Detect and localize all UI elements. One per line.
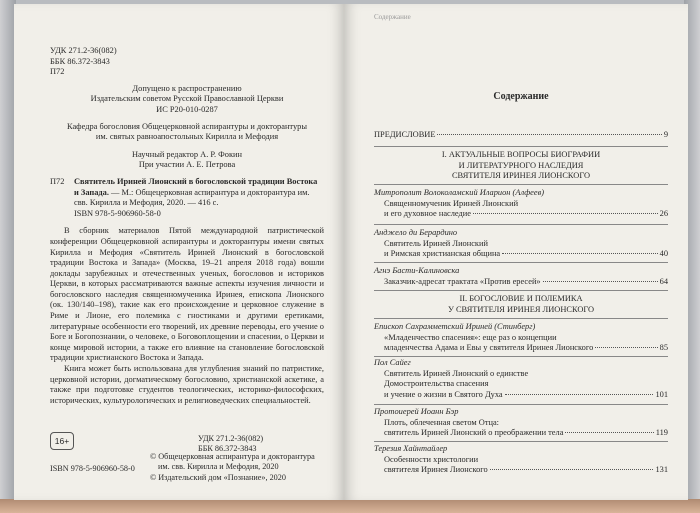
book-title: Святитель Ириней Лионский в богословской традиции Востока и Запада. <box>74 176 318 197</box>
toc-page-number: 101 <box>655 389 668 399</box>
toc-page-number: 26 <box>659 209 668 219</box>
toc-page-number: 119 <box>655 428 668 438</box>
section-heading-line: I. АКТУАЛЬНЫЕ ВОПРОСЫ БИОГРАФИИ <box>441 150 601 159</box>
toc-item[interactable] <box>374 444 668 476</box>
divider <box>374 184 668 185</box>
imprint-block <box>50 46 324 406</box>
abstract-paragraph-2: Книга может быть использована для углубления знаний по патристике, церковной истории, догматическому богословию, христианской аскетике, а также при подготовке студентов теологических, историко-философских, исторических, культурологических и религиоведческих специальностей. <box>50 364 324 405</box>
department-line: Кафедра богословия Общецерковной аспирантуры и докторантуры <box>66 121 307 131</box>
toc-section-2 <box>374 294 668 315</box>
toc-author: Митрополит Волоколамский Иларион (Алфеев) <box>374 188 545 197</box>
toc-item-title: Святитель Ириней Лионский <box>384 238 488 248</box>
toc-item[interactable] <box>374 358 668 400</box>
permit-line: ИС Р20-010-0287 <box>156 104 218 114</box>
toc-item[interactable] <box>374 188 668 220</box>
toc-title: Содержание <box>493 91 549 102</box>
toc-item-title: святителя Иринея Лионского <box>384 465 488 475</box>
toc-item[interactable] <box>374 322 668 354</box>
toc-item-title: и его духовное наследие <box>384 209 472 219</box>
department-line: им. святых равноапостольных Кирилла и Мефодия <box>95 132 279 142</box>
entry-details: — М.: Общецерковная аспирантура и докторантура им. свв. Кирилла и Мефодия, 2020. — 416 с. <box>74 187 310 208</box>
divider <box>374 356 668 357</box>
permit-line: Допущено к распространению <box>132 83 242 93</box>
author-mark: П72 <box>50 67 65 77</box>
divider <box>374 146 668 147</box>
assistant-credit: При участии А. Е. Петрова <box>138 160 236 170</box>
entry-isbn: ISBN 978-5-906960-58-0 <box>74 208 161 218</box>
section-heading-line: У СВЯТИТЕЛЯ ИРИНЕЯ ЛИОНСКОГО <box>447 304 595 314</box>
divider <box>374 404 668 405</box>
toc-author: Агнэ Басти-Калиновска <box>374 266 460 275</box>
toc-author: Терезия Хайнтайлер <box>374 444 448 453</box>
toc-author: Пол Сайег <box>374 358 411 367</box>
toc-preface[interactable] <box>374 130 668 141</box>
divider <box>374 262 668 263</box>
toc-page-number: 85 <box>659 343 668 353</box>
footer-isbn: ISBN 978-5-906960-58-0 <box>50 464 135 473</box>
toc-author: Анджело ди Берардино <box>374 228 458 237</box>
toc-page-number: 40 <box>659 249 668 259</box>
entry-code: П72 <box>50 176 65 186</box>
toc-preface-label: ПРЕДИСЛОВИЕ <box>374 130 436 139</box>
toc-item-title: Плоть, облеченная светом Отца: <box>384 417 499 427</box>
toc-author: Протоиерей Иоанн Бэр <box>374 407 459 416</box>
divider <box>374 441 668 442</box>
section-heading-line: II. БОГОСЛОВИЕ И ПОЛЕМИКА <box>459 294 583 303</box>
toc-page-number: 64 <box>659 276 668 286</box>
toc-item-title: Домостроительства спасения <box>384 379 489 389</box>
toc-page-number: 131 <box>655 465 668 475</box>
toc-item-title: Особенности христологии <box>384 454 479 464</box>
divider <box>374 318 668 319</box>
bbk-code: ББК 86.372-3843 <box>50 56 110 66</box>
toc-item-title: «Младенчество спасения»: еще раз о концепции <box>384 332 557 342</box>
toc-item-title: святитель Ириней Лионский о преображении тела <box>384 428 564 438</box>
footer-udc: УДК 271.2-36(082) <box>198 434 264 443</box>
copyright-line: © Издательский дом «Познание», 2020 <box>150 472 286 482</box>
toc-item-title: и Римская христианская община <box>384 249 501 259</box>
copyright-notice <box>150 452 326 483</box>
running-head: Содержание <box>374 13 411 21</box>
toc-item[interactable] <box>374 407 668 439</box>
section-heading-line: СВЯТИТЕЛЯ ИРИНЕЯ ЛИОНСКОГО <box>451 171 591 181</box>
divider <box>374 290 668 291</box>
toc-item-title: Святитель Ириней Лионский о единстве <box>384 368 529 378</box>
footer-bbk: ББК 86.372-3843 <box>198 444 257 454</box>
toc-author: Епископ Сахрамметский Ириней (Стинберг) <box>374 322 536 331</box>
section-heading-line: И ЛИТЕРАТУРНОГО НАСЛЕДИЯ <box>458 160 584 170</box>
age-rating-badge: 16+ <box>50 432 74 450</box>
copyright-line: © Общецерковная аспирантура и докторантура <box>150 452 315 461</box>
toc-section-1 <box>374 150 668 182</box>
abstract-paragraph: В сборник материалов Пятой международной патристической конференции Общецерковной аспирантуры и докторантуры имени святых Кирилла и Мефодия «Святитель Ириней Лионский в богословской традиции Востока и Запада» (Москва, 19–21 апреля 2018 года) вошли доклады зарубежных и отечественных ученых, богословов и историков Церкви, в которых рассматриваются важные аспекты изучения личности и богословского наследия священномученика Иринея, епископа Лионского (ок. 130/140–198), такие как его происхождение и церковное служение в Риме и Лионе, его полемика с гностиками и другими еретиками, литературные особенности его творений, их древние переводы, его учение о Боге и Богопознании, о человеке, о Боговоплощении и спасении, о Церкви и конце мировой истории, а также его влияние на становление богословской традиции христианского Востока и Запада. <box>50 226 324 363</box>
right-page <box>344 4 688 500</box>
editor-credit: Научный редактор А. Р. Фокин <box>131 149 243 159</box>
toc-item-title: и учение о жизни в Святого Духа <box>384 389 503 399</box>
classification-codes <box>50 46 324 78</box>
table-surface <box>0 499 700 513</box>
divider <box>374 224 668 225</box>
toc-page-number: 9 <box>663 130 668 139</box>
bibliographic-entry <box>50 177 324 219</box>
toc-item[interactable] <box>374 266 668 287</box>
udc-code: УДК 271.2-36(082) <box>50 46 117 55</box>
department <box>50 122 324 143</box>
toc-item[interactable] <box>374 228 668 260</box>
publication-permit <box>50 84 324 116</box>
toc-item-title: Священномученик Ириней Лионский <box>384 198 519 208</box>
permit-line: Издательским советом Русской Православной Церкви <box>90 94 284 104</box>
left-page <box>14 4 344 500</box>
toc-item-title: Заказчик-адресат трактата «Против ересей» <box>384 276 541 286</box>
copyright-line: им. свв. Кирилла и Мефодия, 2020 <box>158 462 279 472</box>
toc-item-title: младенчества Адама и Евы у святителя Иринея Лионского <box>384 343 594 353</box>
